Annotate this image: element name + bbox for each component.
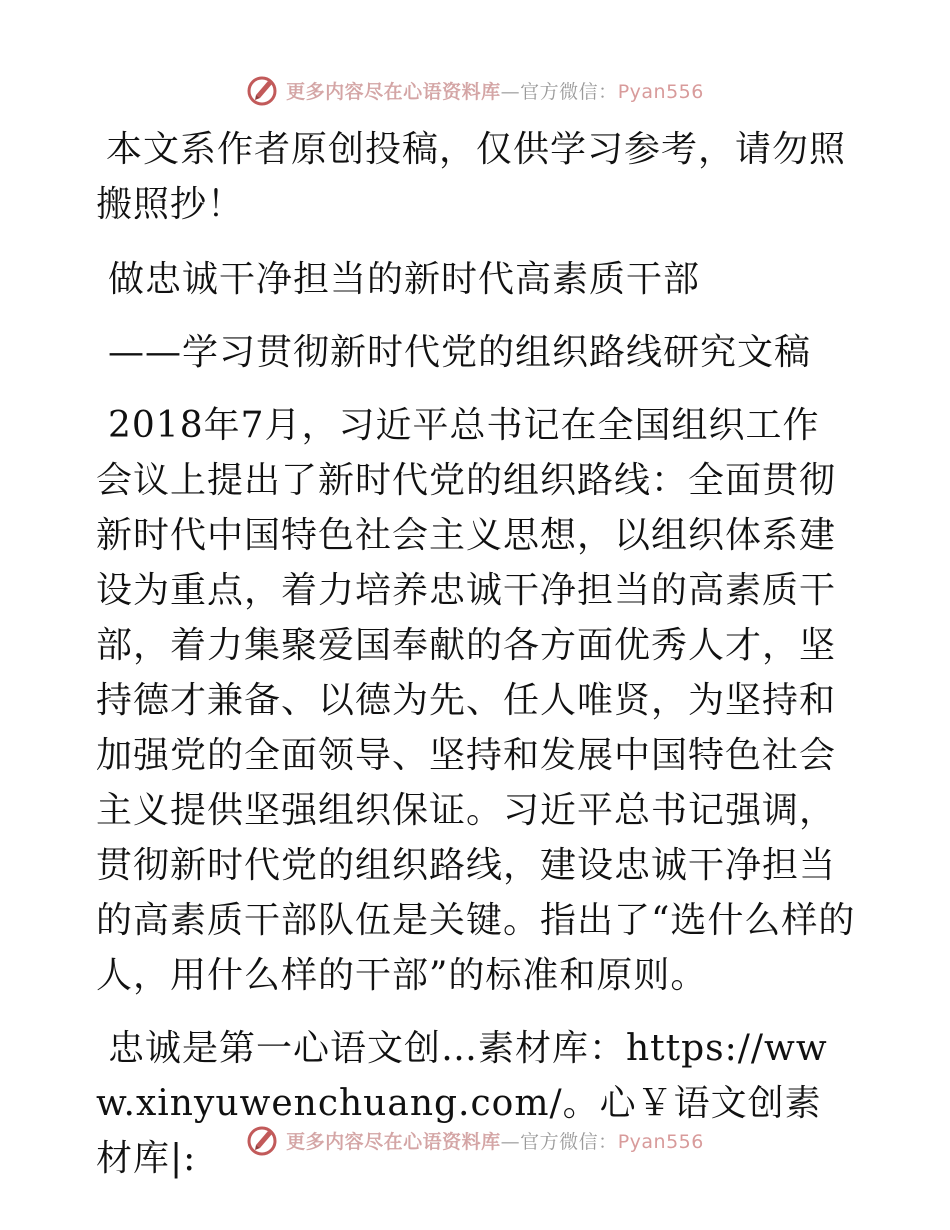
watermark-label: 官方微信：	[520, 1130, 618, 1153]
document-body	[96, 122, 856, 1186]
body-paragraph: 2018年7月，习近平总书记在全国组织工作会议上提出了新时代党的组织路线：全面贯彻新时代中国特色社会主义思想，以组织体系建设为重点，着力培养忠诚干净担当的高素质干部，着力集聚爱国奉献的各方面优秀人才，坚持德才兼备、以德为先、任人唯贤，为坚持和加强党的全面领导、坚持和发展中国特色社会主义提供坚强组织保证。习近平总书记强调，贯彻新时代党的组织路线，建设忠诚干净担当的高素质干部队伍是关键。指出了“选什么样的人，用什么样的干部”的标准和原则。	[96, 405, 856, 996]
header-watermark	[0, 70, 950, 110]
footer-watermark	[0, 1120, 950, 1160]
watermark-label: 官方微信：	[520, 80, 618, 103]
trailing-paragraph: 忠诚是第一心语文创…素材库：https://www.xinyuwenchuang.com/。心￥语文创素材库|:	[96, 1028, 828, 1179]
document-subtitle: ——学习贯彻新时代党的组织路线研究文稿	[108, 332, 812, 373]
watermark-wechat-id: Pyan556	[617, 1130, 704, 1153]
watermark-separator: —	[500, 1130, 521, 1153]
watermark-text	[286, 1127, 704, 1154]
copyright-notice: 本文系作者原创投稿，仅供学习参考，请勿照搬照抄！	[96, 129, 847, 225]
document-title: 做忠诚干净担当的新时代高素质干部	[108, 259, 701, 300]
watermark-brand: 更多内容尽在心语资料库	[286, 1130, 501, 1153]
watermark-wechat-id: Pyan556	[617, 80, 704, 103]
pen-logo-icon	[246, 73, 280, 107]
pen-logo-icon	[246, 1123, 280, 1157]
watermark-separator: —	[500, 80, 521, 103]
watermark-text	[286, 77, 704, 104]
watermark-brand: 更多内容尽在心语资料库	[286, 80, 501, 103]
